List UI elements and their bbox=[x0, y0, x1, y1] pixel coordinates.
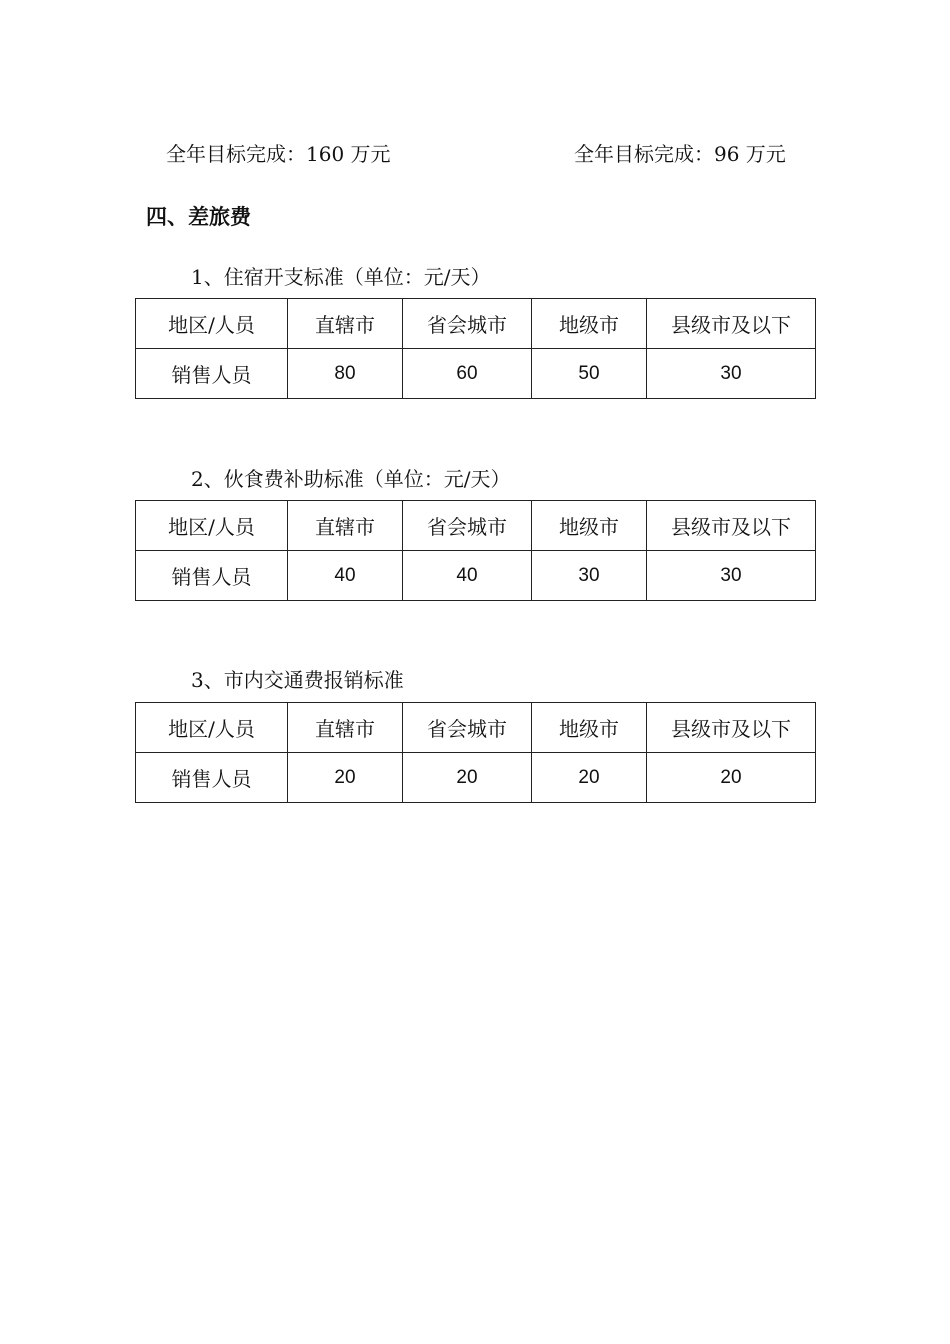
row-label-cell: 销售人员 bbox=[136, 349, 288, 399]
header-cell: 省会城市 bbox=[403, 299, 532, 349]
header-cell: 地级市 bbox=[532, 703, 647, 753]
meal-allowance-caption: 2、伙食费补助标准（单位：元/天） bbox=[191, 467, 511, 491]
header-cell: 县级市及以下 bbox=[647, 703, 816, 753]
table-header-row bbox=[136, 501, 816, 551]
accommodation-caption: 1、住宿开支标准（单位：元/天） bbox=[191, 265, 491, 289]
table-row bbox=[136, 551, 816, 601]
section-heading-travel-expenses: 四、差旅费 bbox=[146, 205, 251, 229]
header-cell: 地级市 bbox=[532, 501, 647, 551]
table-header-row bbox=[136, 703, 816, 753]
row-label-cell: 销售人员 bbox=[136, 753, 288, 803]
value-cell: 30 bbox=[647, 349, 816, 399]
value-cell: 20 bbox=[647, 753, 816, 803]
table-row bbox=[136, 349, 816, 399]
header-cell: 地区/人员 bbox=[136, 501, 288, 551]
header-cell: 省会城市 bbox=[403, 501, 532, 551]
header-cell: 地级市 bbox=[532, 299, 647, 349]
table-row bbox=[136, 753, 816, 803]
header-cell: 直辖市 bbox=[288, 299, 403, 349]
value-cell: 50 bbox=[532, 349, 647, 399]
header-cell: 直辖市 bbox=[288, 703, 403, 753]
header-cell: 地区/人员 bbox=[136, 703, 288, 753]
annual-target-left: 全年目标完成：160 万元 bbox=[166, 142, 391, 166]
row-label-cell: 销售人员 bbox=[136, 551, 288, 601]
table-header-row bbox=[136, 299, 816, 349]
header-cell: 省会城市 bbox=[403, 703, 532, 753]
value-cell: 20 bbox=[532, 753, 647, 803]
value-cell: 20 bbox=[288, 753, 403, 803]
header-cell: 直辖市 bbox=[288, 501, 403, 551]
value-cell: 30 bbox=[647, 551, 816, 601]
header-cell: 县级市及以下 bbox=[647, 501, 816, 551]
local-transport-caption: 3、市内交通费报销标准 bbox=[191, 668, 404, 692]
value-cell: 30 bbox=[532, 551, 647, 601]
value-cell: 20 bbox=[403, 753, 532, 803]
value-cell: 40 bbox=[403, 551, 532, 601]
meal-allowance-table bbox=[135, 500, 816, 601]
local-transport-table bbox=[135, 702, 816, 803]
header-cell: 地区/人员 bbox=[136, 299, 288, 349]
value-cell: 40 bbox=[288, 551, 403, 601]
annual-target-right: 全年目标完成：96 万元 bbox=[574, 142, 786, 166]
header-cell: 县级市及以下 bbox=[647, 299, 816, 349]
accommodation-table bbox=[135, 298, 816, 399]
value-cell: 60 bbox=[403, 349, 532, 399]
value-cell: 80 bbox=[288, 349, 403, 399]
